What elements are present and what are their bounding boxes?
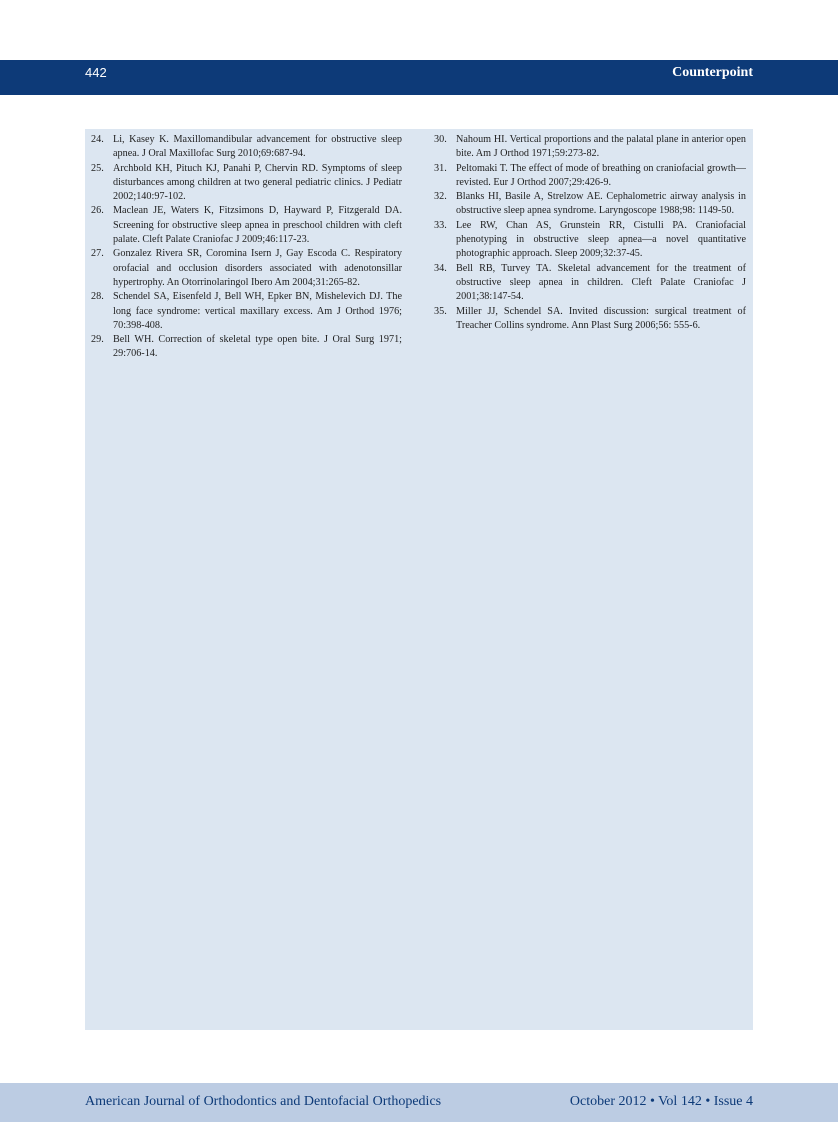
reference-text: Nahoum HI. Vertical proportions and the palatal plane in anterior open bite. Am J Orthod 1971;59:273-82. (456, 134, 746, 160)
reference-item (434, 133, 746, 162)
issue-info: October 2012 • Vol 142 • Issue 4 (569, 1094, 753, 1109)
reference-text: Maclean JE, Waters K, Fitzsimons D, Hayward P, Fitzgerald DA. Screening for obstructive sleep apnea in preschool children with cleft palate. Cleft Palate Craniofac J 2009;46:117-23. (113, 205, 402, 246)
reference-text: Schendel SA, Eisenfeld J, Bell WH, Epker BN, Mishelevich DJ. The long face syndrome: vertical maxillary excess. Am J Orthod 1976; 70:398-408. (113, 291, 402, 331)
reference-number: 34. (434, 262, 447, 274)
page-header (0, 60, 838, 95)
reference-number: 30. (434, 134, 447, 145)
reference-item (434, 162, 746, 191)
references-column-right (434, 133, 746, 333)
reference-number: 24. (91, 134, 104, 145)
reference-text: Bell RB, Turvey TA. Skeletal advancement for the treatment of obstructive sleep apnea in children. Cleft Palate Craniofac J 2001;38:147-54. (456, 262, 746, 303)
reference-text: Miller JJ, Schendel SA. Invited discussion: surgical treatment of Treacher Collins syndrome. Ann Plast Surg 2006;56: 555-6. (456, 305, 746, 331)
references-panel (85, 129, 753, 1030)
reference-number: 29. (91, 334, 104, 346)
reference-text: Gonzalez Rivera SR, Coromina Isern J, Gay Escoda C. Respiratory orofacial and occlusion disorders associated with adenotonsillar hypertrophy. An Otorrinolaringol Ibero Am 2004;31:265-82. (113, 248, 402, 288)
page-number: 442 (85, 65, 107, 80)
reference-item (91, 247, 402, 290)
reference-text: Li, Kasey K. Maxillomandibular advancement for obstructive sleep apnea. J Oral Maxillofac Surg 2010;69:687-94. (113, 134, 402, 160)
reference-text: Archbold KH, Pituch KJ, Panahi P, Chervin RD. Symptoms of sleep disturbances among children at two general pediatric clinics. J Pediatr 2002;140:97-102. (113, 162, 402, 203)
reference-number: 31. (434, 162, 447, 174)
reference-item (91, 333, 402, 362)
reference-item (91, 290, 402, 333)
reference-item (434, 305, 746, 334)
reference-number: 28. (91, 291, 104, 303)
reference-item (434, 190, 746, 219)
reference-number: 26. (91, 205, 104, 217)
reference-text: Peltomaki T. The effect of mode of breathing on craniofacial growth—revisted. Eur J Orthod 2007;29:426-9. (456, 162, 746, 188)
reference-item (91, 133, 402, 162)
reference-text: Blanks HI, Basile A, Strelzow AE. Cephalometric airway analysis in obstructive sleep apnea syndrome. Laryngoscope 1988;98: 1149-50. (456, 191, 746, 217)
page-footer (0, 1083, 838, 1122)
section-title: Counterpoint (672, 65, 753, 80)
journal-name: American Journal of Orthodontics and Dentofacial Orthopedics (85, 1094, 442, 1109)
reference-item (91, 204, 402, 247)
reference-item (434, 262, 746, 305)
reference-number: 35. (434, 305, 447, 317)
reference-number: 27. (91, 248, 104, 260)
reference-text: Bell WH. Correction of skeletal type open bite. J Oral Surg 1971; 29:706-14. (113, 334, 402, 360)
references-column-left (91, 133, 402, 362)
reference-text: Lee RW, Chan AS, Grunstein RR, Cistulli PA. Craniofacial phenotyping in obstructive sleep apnea—a novel quantitative photographic approach. Sleep 2009;32:37-45. (456, 219, 746, 260)
reference-number: 32. (434, 191, 447, 203)
reference-item (91, 162, 402, 205)
reference-number: 33. (434, 219, 447, 231)
reference-item (434, 219, 746, 262)
reference-number: 25. (91, 162, 104, 174)
